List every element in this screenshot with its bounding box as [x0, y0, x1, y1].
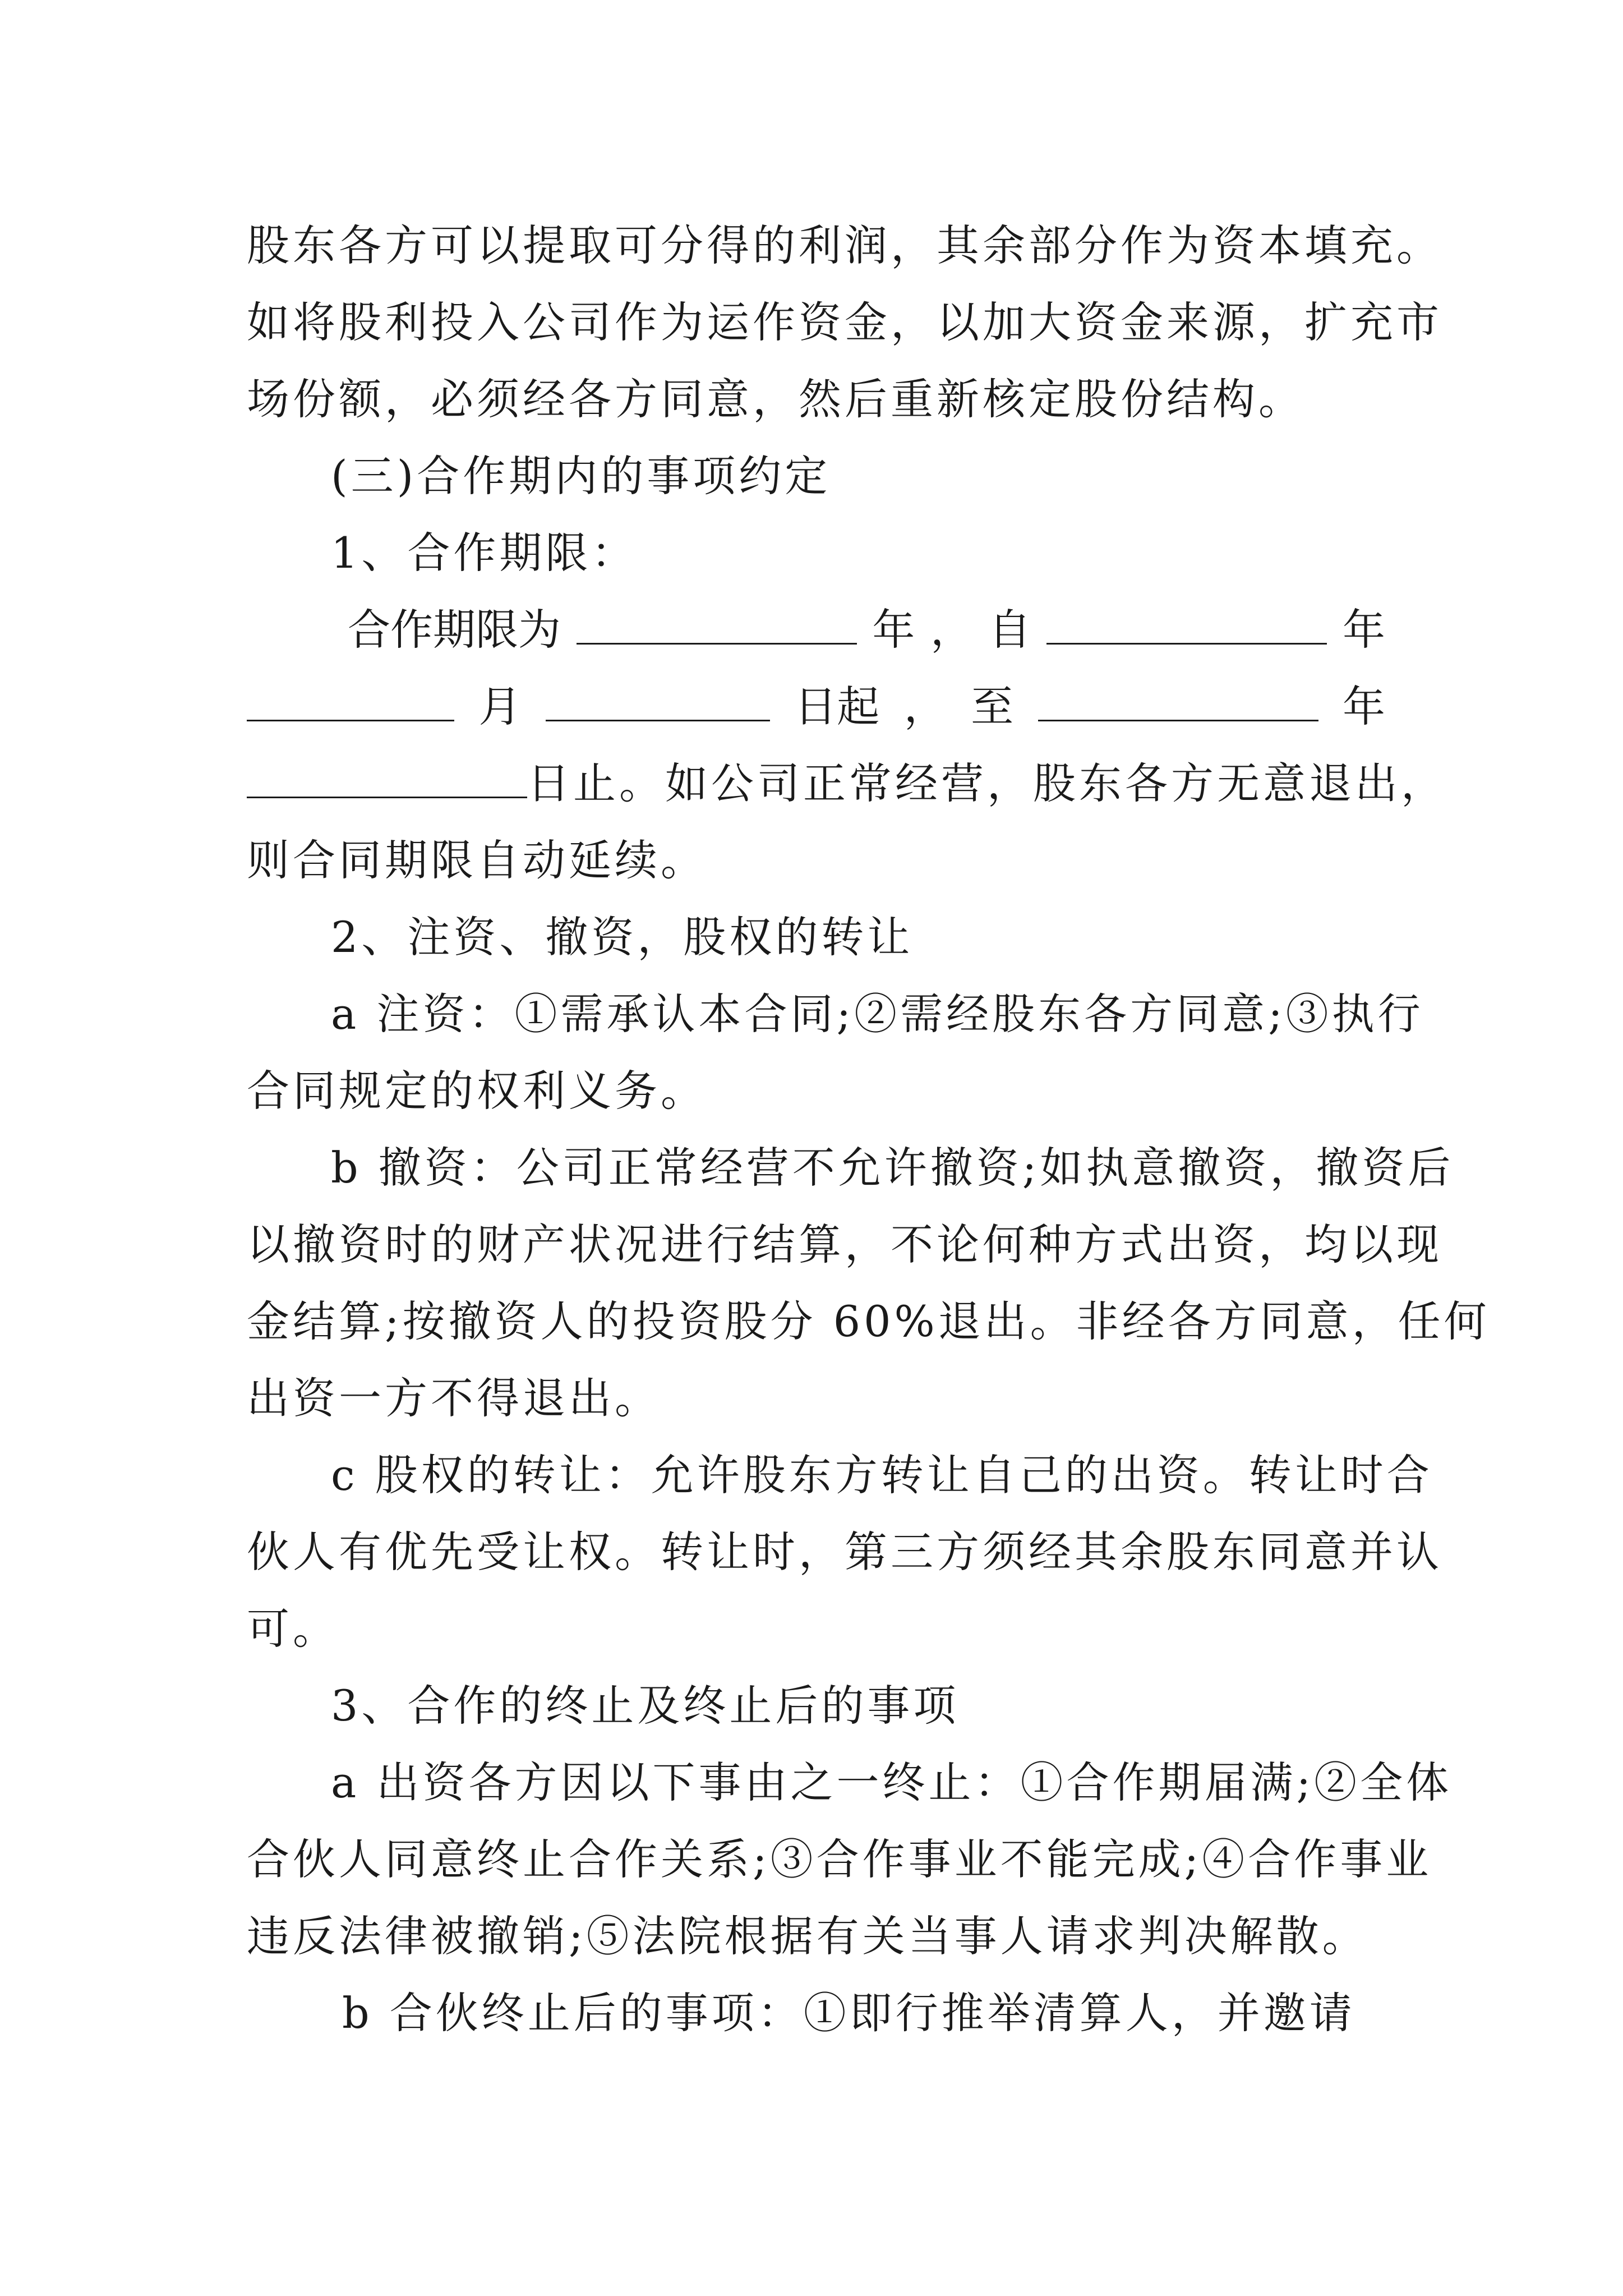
term-form-line-3: [247, 744, 1447, 823]
paragraph-line: c 股权的转让：允许股东方转让自己的出资。转让时合: [331, 1450, 1433, 1500]
paragraph-line: a 注资：①需承认本合同;②需经股东各方同意;③执行: [331, 989, 1424, 1039]
end-year-blank[interactable]: [1038, 717, 1318, 721]
paragraph-line: 场份额，必须经各方同意，然后重新核定股份结构。: [247, 374, 1304, 424]
start-year-blank[interactable]: [1046, 641, 1327, 645]
start-day-blank[interactable]: [546, 717, 770, 721]
paragraph-line: a 出资各方因以下事由之一终止：①合作期届满;②全体: [331, 1757, 1453, 1807]
term-form-line-1: [348, 591, 1385, 669]
year-unit: 年: [1342, 605, 1385, 655]
end-date-blank[interactable]: [247, 794, 527, 798]
year-unit: 年: [1342, 682, 1385, 731]
clause-heading: 2、注资、撤资，股权的转让: [331, 912, 914, 962]
paragraph-line: 伙人有优先受让权。转让时，第三方须经其余股东同意并认: [247, 1527, 1442, 1577]
paragraph-line: 则合同期限自动延续。: [247, 835, 707, 885]
section-heading: (三)合作期内的事项约定: [331, 451, 831, 501]
paragraph-line: 合伙人同意终止合作关系;③合作事业不能完成;④合作事业: [247, 1834, 1432, 1884]
term-form-line-2: [247, 668, 1385, 746]
paragraph-line: 以撤资时的财产状况进行结算，不论何种方式出资，均以现: [247, 1220, 1442, 1269]
paragraph-line: 合同规定的权利义务。: [247, 1066, 707, 1116]
paragraph-line: 可。: [247, 1604, 339, 1654]
paragraph-line: 如将股利投入公司作为运作资金，以加大资金来源，扩充市: [247, 297, 1442, 347]
comma: ，: [903, 682, 947, 731]
paragraph-line: b 撤资：公司正常经营不允许撤资;如执意撤资，撤资后: [331, 1143, 1454, 1193]
to-label: 至: [971, 682, 1014, 731]
paragraph-line: 股东各方可以提取可分得的利润，其余部分作为资本填充。: [247, 220, 1442, 270]
from-label: 自: [988, 605, 1031, 655]
paragraph-line: 出资一方不得退出。: [247, 1373, 661, 1423]
paragraph-line: 违反法律被撤销;⑤法院根据有关当事人请求判决解散。: [247, 1911, 1368, 1961]
paragraph-line: b 合伙终止后的事项：①即行推举清算人，并邀请: [342, 1988, 1355, 2038]
paragraph-line: 金结算;按撤资人的投资股分 60%退出。非经各方同意，任何: [247, 1296, 1490, 1346]
start-month-blank[interactable]: [247, 717, 454, 721]
month-unit: 月: [478, 682, 522, 731]
clause-heading: 3、合作的终止及终止后的事项: [331, 1681, 960, 1731]
term-years-blank[interactable]: [577, 641, 857, 645]
clause-heading: 1、合作期限：: [331, 528, 638, 578]
term-prefix: 合作期限为: [348, 605, 561, 655]
year-unit: 年: [872, 605, 915, 655]
term-end-text: 日止。如公司正常经营，股东各方无意退出，: [527, 758, 1447, 808]
day-from-label: 日起: [794, 682, 880, 731]
comma: ，: [930, 605, 973, 655]
